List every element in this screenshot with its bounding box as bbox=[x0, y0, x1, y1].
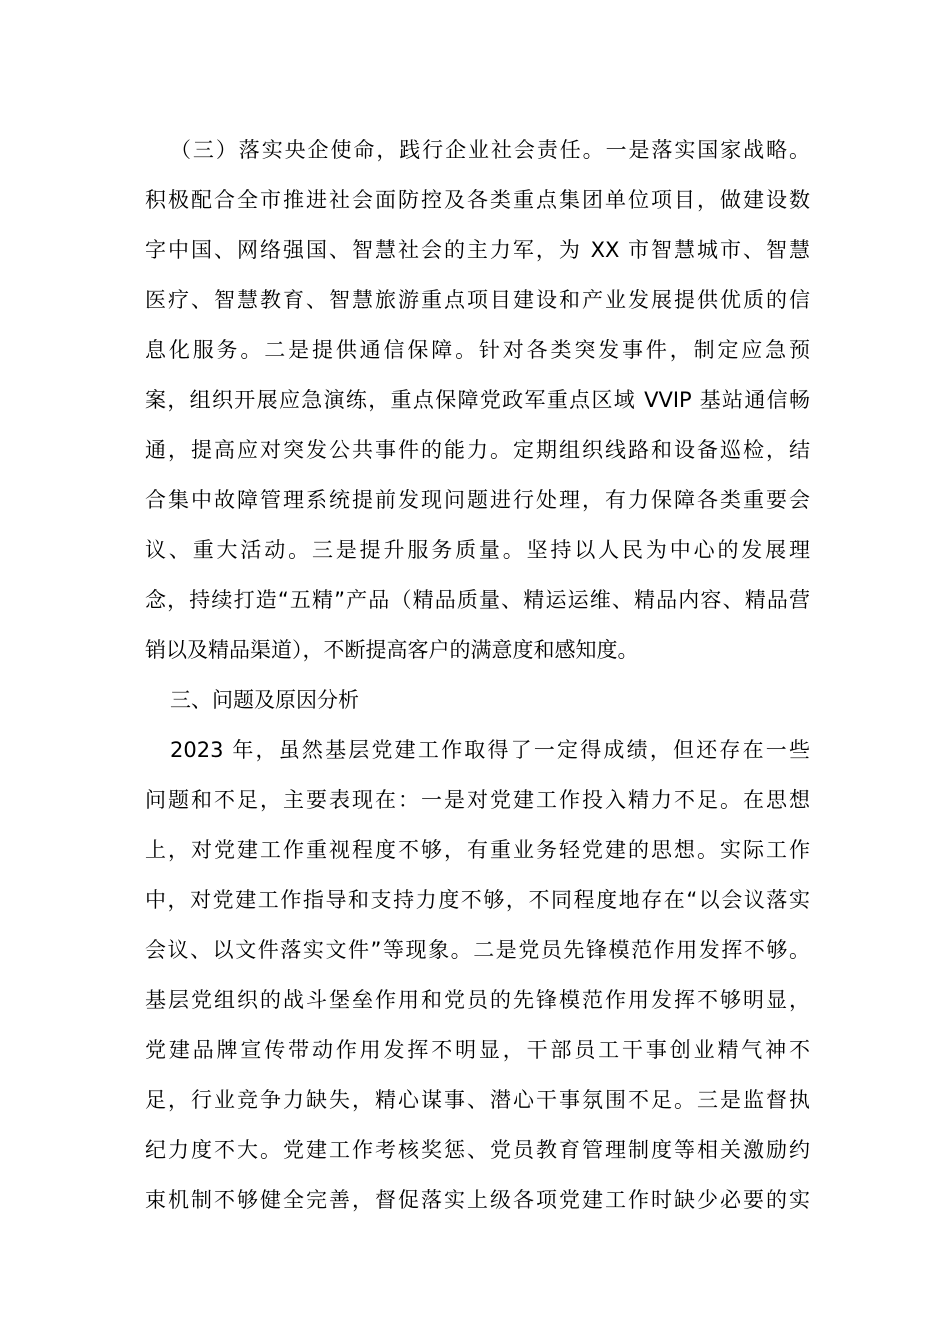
text-line-9: 议、重大活动。三是提升服务质量。坚持以人民为中心的发展理 bbox=[145, 538, 810, 562]
text-line-4: 医疗、智慧教育、智慧旅游重点项目建设和产业发展提供优质的信 bbox=[145, 288, 810, 312]
text-line-13: 2023 年，虽然基层党建工作取得了一定得成绩，但还存在一些 bbox=[170, 738, 810, 762]
text-line-14: 问题和不足，主要表现在：一是对党建工作投入精力不足。在思想 bbox=[145, 788, 810, 812]
text-line-16: 中，对党建工作指导和支持力度不够，不同程度地存在“以会议落实 bbox=[145, 888, 810, 912]
text-line-17: 会议、以文件落实文件”等现象。二是党员先锋模范作用发挥不够。 bbox=[145, 938, 810, 962]
section-heading: 三、问题及原因分析 bbox=[170, 688, 359, 712]
text-line-20: 足，行业竞争力缺失，精心谋事、潜心干事氛围不足。三是监督执 bbox=[145, 1088, 810, 1112]
text-line-19: 党建品牌宣传带动作用发挥不明显，干部员工干事创业精气神不 bbox=[145, 1038, 810, 1062]
text-line-3: 字中国、网络强国、智慧社会的主力军，为 XX 市智慧城市、智慧 bbox=[145, 238, 810, 262]
text-line-11: 销以及精品渠道），不断提高客户的满意度和感知度。 bbox=[145, 638, 639, 662]
text-line-5: 息化服务。二是提供通信保障。针对各类突发事件，制定应急预 bbox=[145, 338, 810, 362]
text-line-1: （三）落实央企使命，践行企业社会责任。一是落实国家战略。 bbox=[170, 138, 810, 162]
text-line-8: 合集中故障管理系统提前发现问题进行处理，有力保障各类重要会 bbox=[145, 488, 810, 512]
text-line-10: 念，持续打造“五精”产品（精品质量、精运运维、精品内容、精品营 bbox=[145, 588, 810, 612]
text-line-21: 纪力度不大。党建工作考核奖惩、党员教育管理制度等相关激励约 bbox=[145, 1138, 810, 1162]
text-line-22: 束机制不够健全完善，督促落实上级各项党建工作时缺少必要的实 bbox=[145, 1188, 810, 1212]
text-line-2: 积极配合全市推进社会面防控及各类重点集团单位项目，做建设数 bbox=[145, 188, 810, 212]
text-line-6: 案，组织开展应急演练，重点保障党政军重点区域 VVIP 基站通信畅 bbox=[145, 388, 810, 412]
text-line-7: 通，提高应对突发公共事件的能力。定期组织线路和设备巡检，结 bbox=[145, 438, 810, 462]
text-line-18: 基层党组织的战斗堡垒作用和党员的先锋模范作用发挥不够明显， bbox=[145, 988, 810, 1012]
text-line-15: 上，对党建工作重视程度不够，有重业务轻党建的思想。实际工作 bbox=[145, 838, 810, 862]
